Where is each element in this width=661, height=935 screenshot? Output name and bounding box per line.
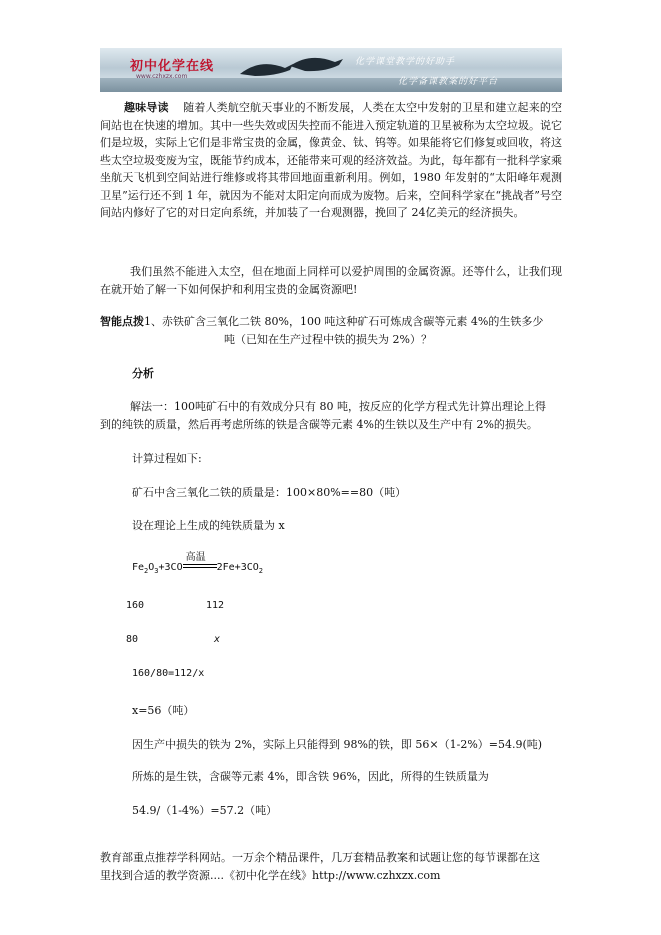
mass-x: x (214, 634, 221, 645)
method1-line-2: 到的纯铁的质量，然后再考虑所练的铁是含碳等元素 4%的生铁以及生产中有 2%的损失。 (100, 417, 538, 431)
proportion: 160/80=112/x (132, 668, 205, 679)
dolphin-icon (235, 54, 345, 84)
method1-line-1: 解法一：100吨矿石中的有效成分只有 80 吨，按反应的化学方程式先计算出理论上得 (130, 400, 546, 413)
question-line-2: 吨（已知在生产过程中铁的损失为 2%）？ (224, 333, 432, 346)
site-logo: 初中化学在线 (130, 59, 215, 74)
footer-text (100, 849, 562, 885)
banner-slogan-2: 化学备课教案的好平台 (398, 77, 499, 87)
final-result: 54.9/（1-4%）=57.2（吨） (132, 804, 278, 817)
result-x: x=56（吨） (132, 704, 195, 717)
mass-80: 80 (126, 634, 139, 645)
eq-double-line (183, 564, 217, 568)
eq-product: 2Fe+3CO (216, 562, 259, 573)
analysis-heading: 分析 (132, 367, 154, 380)
eq-reactant-co: +3CO (158, 562, 183, 573)
footer-line-1: 教育部重点推荐学科网站。一万余个精品课件，几万套精品教案和试题让您的每节课都在这 (100, 851, 540, 864)
footer-line-2: 里找到合适的教学资源....《初中化学在线》http://www.czhxzx.com (100, 869, 441, 882)
mass-160: 160 (126, 600, 145, 611)
question-label: 智能点拨 (100, 315, 144, 328)
eq-reactant-fe: Fe (132, 562, 145, 573)
intro-label: 趣味导读 (124, 101, 169, 114)
paragraph-2: 我们虽然不能进入太空，但在地面上同样可以爱护周围的金属资源。还等什么，让我们现在就开始了解一下如何保护和利用宝贵的金属资源吧! (100, 265, 562, 296)
question-text-1: 1、赤铁矿含三氧化二铁 80%，100 吨这种矿石可炼成含碳等元素 4%的生铁多少 (144, 315, 544, 328)
site-url: www.czhxzx.com (136, 73, 188, 80)
intro-paragraph (100, 99, 562, 222)
loss-calc: 因生产中损失的铁为 2%，实际上只能得到 98%的铁，即 56×（1-2%）=54.9(吨) (132, 738, 543, 751)
eq-reactant-o: O (148, 562, 155, 573)
eq-sub-co2: 2 (258, 567, 263, 575)
eq-sub-fe: 2 (144, 567, 149, 575)
question-line-1 (100, 313, 562, 331)
eq-condition: 高温 (185, 552, 206, 563)
pig-iron-text: 所炼的是生铁，含碳等元素 4%，即含铁 96%，因此，所得的生铁质量为 (132, 770, 489, 783)
mass-112: 112 (206, 600, 225, 611)
intro-text: 随着人类航空航天事业的不断发展，人类在太空中发射的卫星和建立起来的空间站也在快速的增加。其中一些失效或因失控而不能进入预定轨道的卫星被称为太空垃圾。说它们是垃圾，实际上它们是非常宝贵的金属，像黄金、钛、钨等。如果能将它们修复或回收，将这些太空垃圾变废为宝，既能节约成本，还能带来可观的经济效益。为此，每年都有一批科学家乘坐航天飞机到空间站进行维修或将其带回地面重新利用。例如，1980 年发射的“太阳峰年观测卫星”运行还不到 1 年，就因为不能对太阳定向而成为废物。后来，空间科学家在“挑战者”号空间站内修好了它的对日定向系统，并加装了一台观测器，挽回了 24亿美元的经济损失。 (100, 101, 562, 219)
calc-step-2: 设在理论上生成的纯铁质量为 x (132, 519, 285, 532)
chemical-equation (132, 552, 263, 575)
calc-heading: 计算过程如下: (132, 452, 202, 465)
eq-sub-o: 3 (154, 567, 159, 575)
method1-paragraph (100, 398, 562, 433)
site-banner (100, 48, 562, 92)
banner-slogan-1: 化学课堂教学的好助手 (355, 57, 456, 67)
calc-step-1: 矿石中含三氧化二铁的质量是：100×80%==80（吨） (132, 486, 407, 499)
eq-arrow (183, 552, 217, 572)
